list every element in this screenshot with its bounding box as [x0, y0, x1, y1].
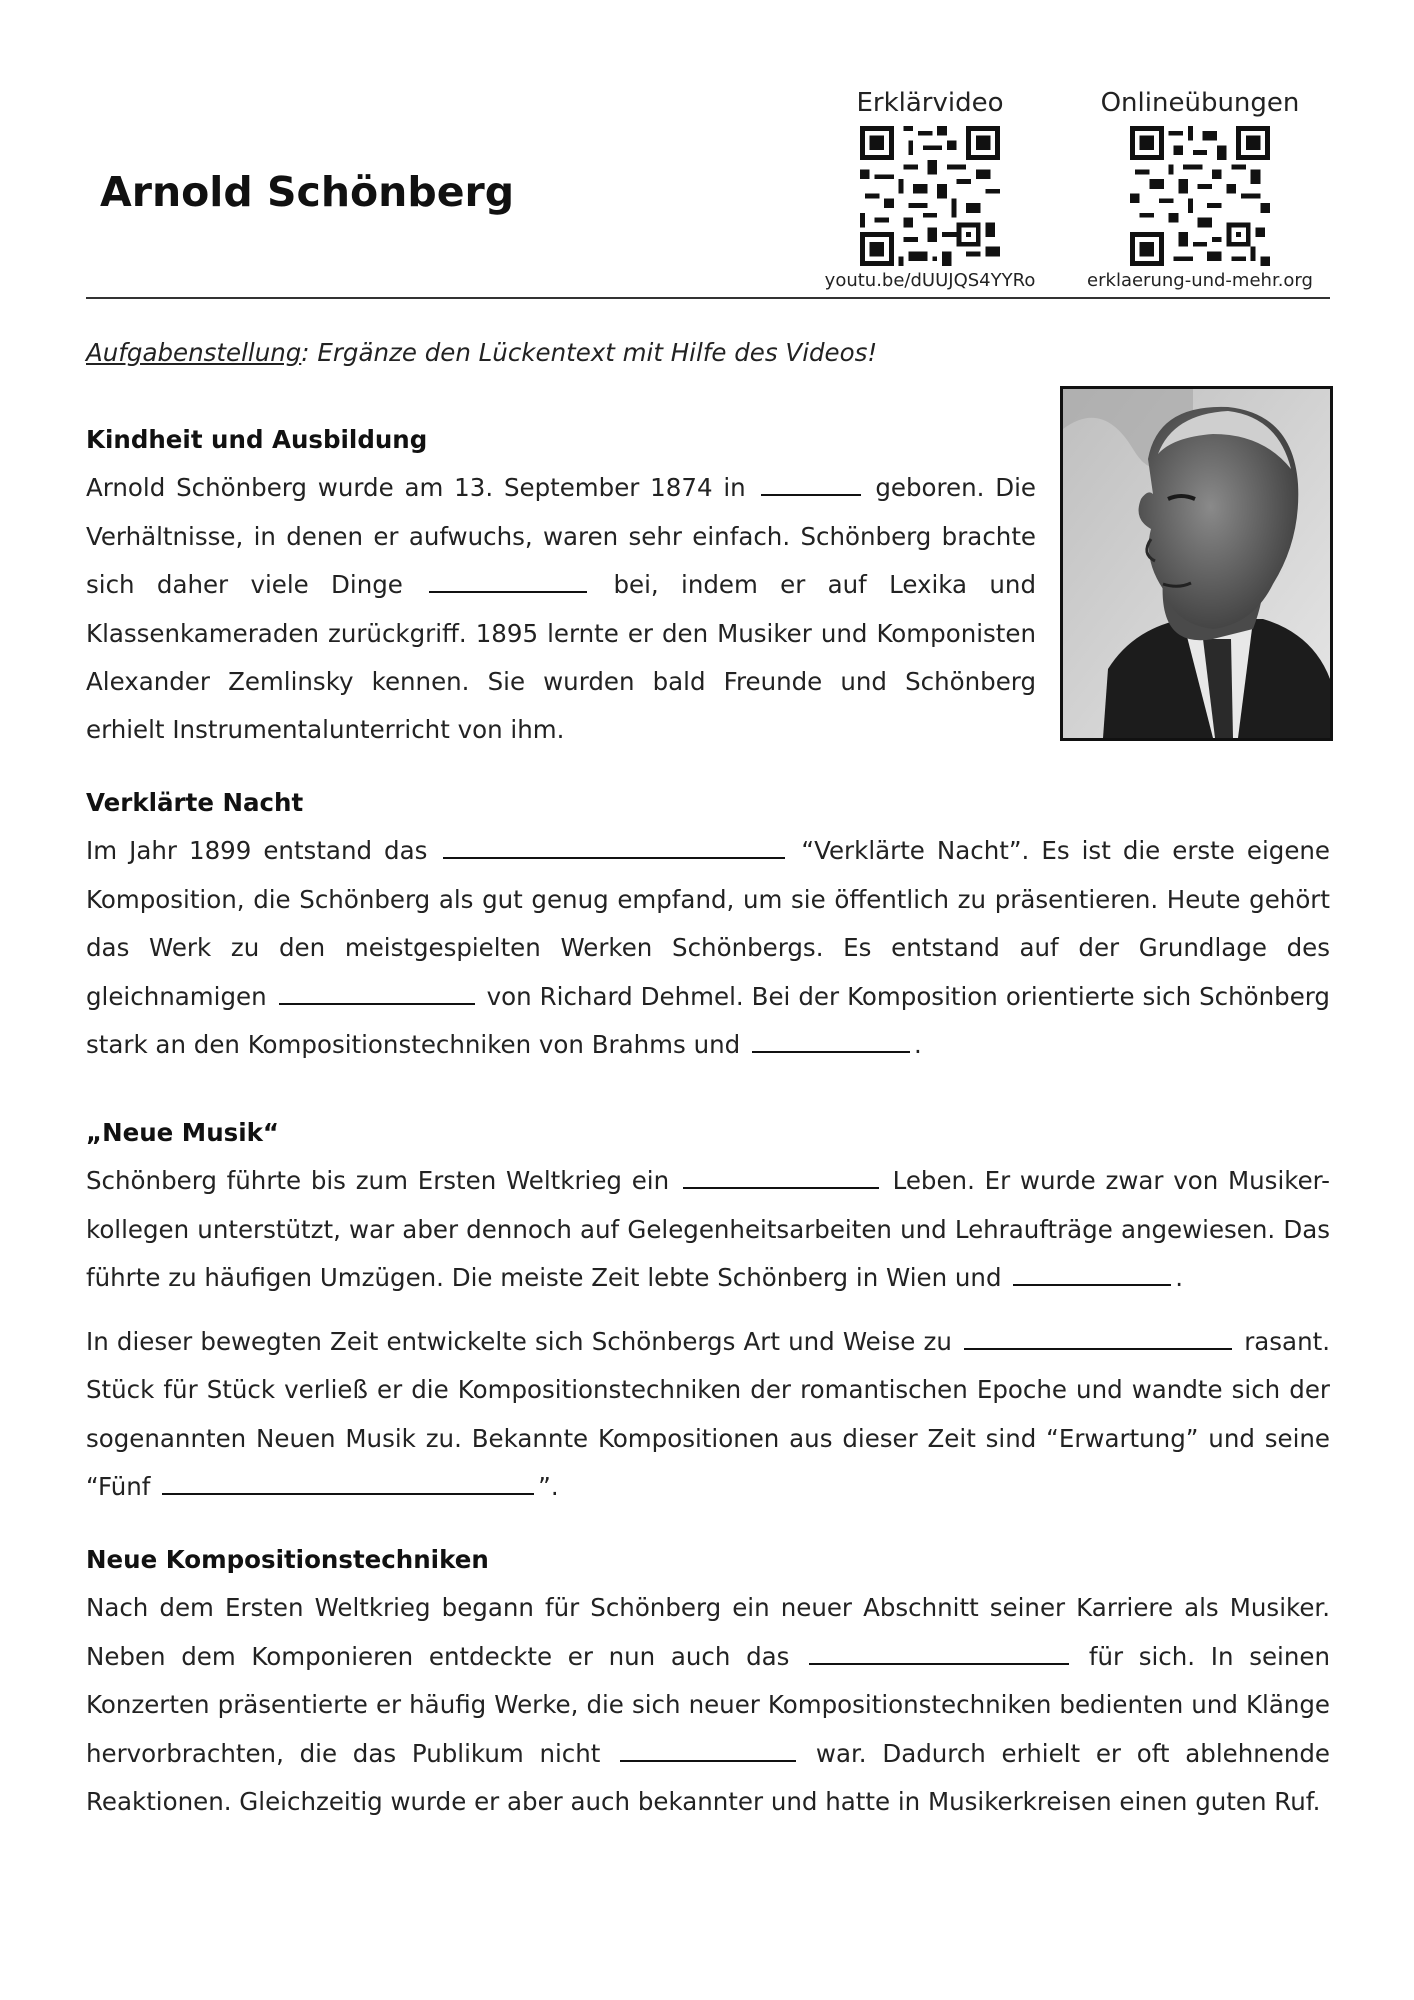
- blank-gap[interactable]: [964, 1326, 1232, 1350]
- task-label: Aufgabenstellung: [86, 338, 302, 367]
- task-text: Ergänze den Lückentext mit Hilfe des Videos!: [309, 338, 878, 367]
- section-weise: [86, 1318, 1330, 1512]
- text-segment: bei, indem er auf Lexika und Klassenkameraden zurückgriff. 1895 lernte er den Musiker und Komponisten Alexander Zemlinsky kennen. Sie wurden bald Freunde und Schönberg erhielt Instrumentalunterricht von ihm.: [86, 570, 1036, 745]
- video-qr-label: Erklärvideo: [856, 88, 1004, 118]
- text-segment: war. Dadurch erhielt er oft ablehnende Reaktionen. Gleichzeitig wurde er aber auch bekannter und hatte in Musikerkreisen einen guten Ruf.: [86, 1738, 1330, 1817]
- text-segment: .: [1175, 1263, 1184, 1293]
- section-kompositionstechniken: [86, 1536, 1330, 1826]
- text-segment: ”.: [538, 1472, 559, 1502]
- blank-gap[interactable]: [279, 981, 475, 1005]
- blank-gap[interactable]: [761, 472, 861, 496]
- header-divider: [86, 297, 1330, 299]
- text-segment: .: [913, 1030, 922, 1060]
- exercises-qr-label: Onlineübungen: [1100, 88, 1300, 118]
- exercises-qr-code-icon[interactable]: [1130, 126, 1270, 266]
- video-qr-block[interactable]: [800, 88, 1060, 291]
- section-heading-kindheit: Kindheit und Ausbildung: [86, 425, 428, 454]
- page-title: Arnold Schönberg: [100, 168, 515, 216]
- text-segment: Schönberg führte bis zum Ersten Weltkrieg ein: [86, 1166, 679, 1196]
- blank-gap[interactable]: [683, 1165, 879, 1189]
- text-segment: für sich. In seinen Konzerten präsentierte er häufig Werke, die sich neuer Kompositionstechniken bedienten und Klänge hervorbrachten, die das Publikum nicht: [86, 1641, 1330, 1768]
- task-instruction: [86, 338, 877, 367]
- section-verklaerte-nacht: [86, 779, 1330, 1069]
- section-kindheit: [86, 416, 1036, 755]
- exercises-qr-block[interactable]: [1070, 88, 1330, 291]
- blank-gap[interactable]: [162, 1471, 534, 1495]
- paragraph-kompositionstechniken: [86, 1584, 1330, 1826]
- text-segment: geboren. Die Verhältnisse, in denen er aufwuchs, waren sehr einfach. Schönberg brachte sich daher viele Dinge: [86, 473, 1036, 600]
- text-segment: Leben. Er wurde zwar von Musiker-kollegen unterstützt, war aber dennoch auf Gelegenheitsarbeiten und Lehraufträge angewiesen. Das führte zu häufigen Umzügen. Die meiste Zeit lebte Schönberg in Wien und: [86, 1166, 1330, 1293]
- blank-gap[interactable]: [620, 1738, 796, 1762]
- paragraph-neue-musik: [86, 1157, 1330, 1302]
- text-segment: von Richard Dehmel. Bei der Komposition orientierte sich Schönberg stark an den Kompositionstechniken von Brahms und: [86, 981, 1330, 1060]
- portrait-photo: [1060, 386, 1333, 741]
- text-segment: Arnold Schönberg wurde am 13. September 1874 in: [86, 473, 757, 503]
- text-segment: Nach dem Ersten Weltkrieg begann für Schönberg ein neuer Abschnitt seiner Karriere als Musiker. Neben dem Komponieren entdeckte er nun auch das: [86, 1593, 1330, 1671]
- text-segment: “Verklärte Nacht”. Es ist die erste eigene Komposition, die Schönberg als gut genug empfand, um sie öffentlich zu präsentieren. Heute gehört das Werk zu den meistgespielten Werken Schönbergs. Es entstand auf der Grundlage des gleichnamigen: [86, 836, 1330, 1011]
- section-heading-kompositionstechniken: Neue Kompositionstechniken: [86, 1545, 489, 1574]
- paragraph-verklaerte-nacht: [86, 827, 1330, 1069]
- blank-gap[interactable]: [429, 569, 587, 593]
- text-segment: Im Jahr 1899 entstand das: [86, 836, 440, 866]
- paragraph-weise: [86, 1318, 1330, 1512]
- portrait-image: [1063, 389, 1330, 738]
- section-heading-neue-musik: „Neue Musik“: [86, 1118, 280, 1147]
- blank-gap[interactable]: [443, 835, 785, 859]
- task-colon: :: [301, 338, 310, 367]
- video-url[interactable]: youtu.be/dUUJQS4YYRo: [824, 270, 1036, 291]
- text-segment: In dieser bewegten Zeit entwickelte sich Schönbergs Art und Weise zu: [86, 1327, 961, 1356]
- section-heading-verklaerte-nacht: Verklärte Nacht: [86, 788, 304, 817]
- text-segment: rasant. Stück für Stück verließ er die Kompositionstechniken der romantischen Epoche und wandte sich der sogenannten Neuen Musik zu. Bekannte Kompositionen aus dieser Zeit sind “Erwartung” und seine “Fünf: [86, 1327, 1330, 1502]
- video-qr-code-icon[interactable]: [860, 126, 1000, 266]
- section-neue-musik: [86, 1109, 1330, 1303]
- exercises-url[interactable]: erklaerung-und-mehr.org: [1087, 270, 1313, 291]
- blank-gap[interactable]: [752, 1029, 910, 1053]
- paragraph-kindheit: [86, 464, 1036, 754]
- blank-gap[interactable]: [809, 1641, 1069, 1665]
- blank-gap[interactable]: [1013, 1262, 1171, 1286]
